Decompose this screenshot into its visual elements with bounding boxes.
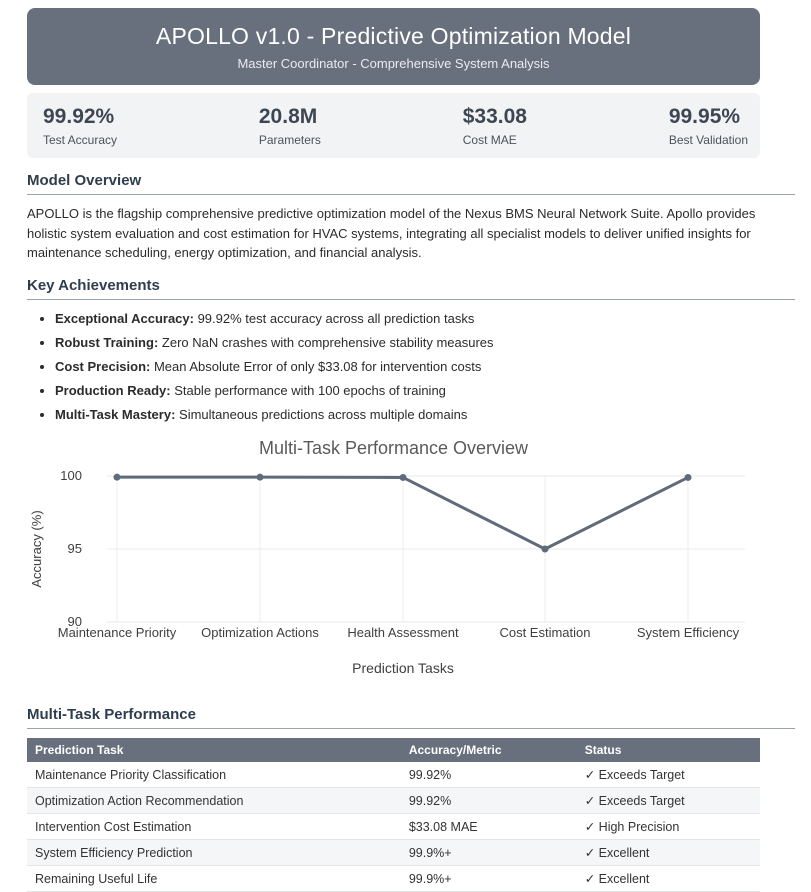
- status-cell: ✓ Exceeds Target: [577, 788, 760, 814]
- status-cell: ✓ Excellent: [577, 840, 760, 866]
- y-axis-tick: 100: [60, 468, 82, 484]
- achievement-label: Multi-Task Mastery:: [55, 407, 176, 423]
- stat-best-validation: [669, 105, 748, 147]
- status-cell: ✓ Exceeds Target: [577, 762, 760, 788]
- stat-test-accuracy: [43, 105, 117, 147]
- table-row: [27, 814, 760, 840]
- table-row: [27, 762, 760, 788]
- achievement-item: [55, 406, 795, 424]
- x-axis-tick: Cost Estimation: [499, 625, 591, 641]
- x-axis-label: Prediction Tasks: [352, 660, 454, 677]
- metric-cell: 99.9%+: [401, 840, 577, 866]
- stat-parameters: [259, 105, 321, 147]
- table-row: [27, 866, 760, 892]
- stat-cost-mae: [463, 105, 527, 147]
- page-title: APOLLO v1.0 - Predictive Optimization Model: [155, 23, 632, 49]
- column-header-prediction-task: Prediction Task: [27, 738, 401, 762]
- stat-value: 20.8M: [258, 105, 318, 128]
- achievement-label: Cost Precision:: [55, 358, 151, 374]
- model-overview-heading: Model Overview: [27, 172, 795, 195]
- y-axis-tick: 90: [67, 614, 82, 630]
- achievements-list: [55, 310, 795, 425]
- data-point-marker: [257, 474, 264, 481]
- metric-cell: 99.92%: [401, 762, 577, 788]
- title-banner: [27, 8, 760, 85]
- metric-cell: 99.92%: [401, 788, 577, 814]
- metric-cell: 99.9%+: [401, 866, 577, 892]
- y-axis-tick: 95: [67, 541, 82, 557]
- x-axis-tick: Health Assessment: [347, 625, 459, 641]
- data-point-marker: [685, 474, 692, 481]
- stats-bar: [27, 93, 760, 158]
- performance-heading: Multi-Task Performance: [27, 706, 795, 729]
- performance-chart: [27, 438, 760, 696]
- achievement-text: Zero NaN crashes with comprehensive stability measures: [158, 334, 494, 350]
- achievement-item: [55, 334, 795, 352]
- section-multi-task-performance: [27, 706, 795, 892]
- stat-value: 99.95%: [668, 105, 741, 128]
- status-cell: ✓ Excellent: [577, 866, 760, 892]
- stat-value: $33.08: [462, 105, 527, 128]
- data-point-marker: [114, 474, 121, 481]
- table-row: [27, 788, 760, 814]
- metric-cell: $33.08 MAE: [401, 814, 577, 840]
- task-cell: System Efficiency Prediction: [27, 840, 401, 866]
- table-header-row: [27, 738, 760, 762]
- column-header-accuracy-metric: Accuracy/Metric: [401, 738, 577, 762]
- key-achievements-heading: Key Achievements: [27, 277, 795, 300]
- stat-label: Test Accuracy: [43, 133, 118, 147]
- x-axis-tick: Optimization Actions: [201, 625, 319, 641]
- model-overview-paragraph: APOLLO is the flagship comprehensive predictive optimization model of the Nexus BMS Neural Network Suite. Apollo provides holistic system evaluation and cost estimation for HVAC systems, integrating all specialist models to deliver unified insights for maintenance scheduling, energy optimization, and financial analysis.: [27, 206, 756, 260]
- performance-table: [27, 738, 760, 892]
- table-row: [27, 840, 760, 866]
- data-point-marker: [542, 546, 549, 553]
- task-cell: Maintenance Priority Classification: [27, 762, 401, 788]
- data-point-marker: [400, 474, 407, 481]
- section-model-overview: [27, 172, 795, 263]
- achievement-text: Mean Absolute Error of only $33.08 for intervention costs: [150, 358, 482, 374]
- achievement-label: Robust Training:: [55, 334, 159, 350]
- task-cell: Optimization Action Recommendation: [27, 788, 401, 814]
- achievement-text: Stable performance with 100 epochs of training: [170, 383, 446, 399]
- section-key-achievements: [27, 277, 795, 425]
- page-subtitle: Master Coordinator - Comprehensive System Analysis: [237, 56, 550, 71]
- y-axis-label: Accuracy (%): [29, 510, 44, 589]
- achievement-text: Simultaneous predictions across multiple domains: [175, 407, 468, 423]
- achievement-item: [55, 382, 795, 400]
- x-axis-tick: Maintenance Priority: [57, 625, 177, 641]
- achievement-text: 99.92% test accuracy across all prediction tasks: [193, 310, 475, 326]
- stat-label: Parameters: [258, 133, 321, 147]
- task-cell: Intervention Cost Estimation: [27, 814, 401, 840]
- achievement-label: Production Ready:: [55, 383, 171, 399]
- chart-canvas: [27, 463, 760, 691]
- stat-value: 99.92%: [43, 105, 115, 128]
- achievement-label: Exceptional Accuracy:: [55, 310, 194, 326]
- chart-title: Multi-Task Performance Overview: [258, 438, 529, 459]
- achievement-item: [55, 310, 795, 328]
- column-header-status: Status: [577, 738, 760, 762]
- stat-label: Cost MAE: [462, 133, 517, 147]
- status-cell: ✓ High Precision: [577, 814, 760, 840]
- achievement-item: [55, 358, 795, 376]
- x-axis-tick: System Efficiency: [636, 625, 740, 641]
- stat-label: Best Validation: [668, 133, 748, 147]
- task-cell: Remaining Useful Life: [27, 866, 401, 892]
